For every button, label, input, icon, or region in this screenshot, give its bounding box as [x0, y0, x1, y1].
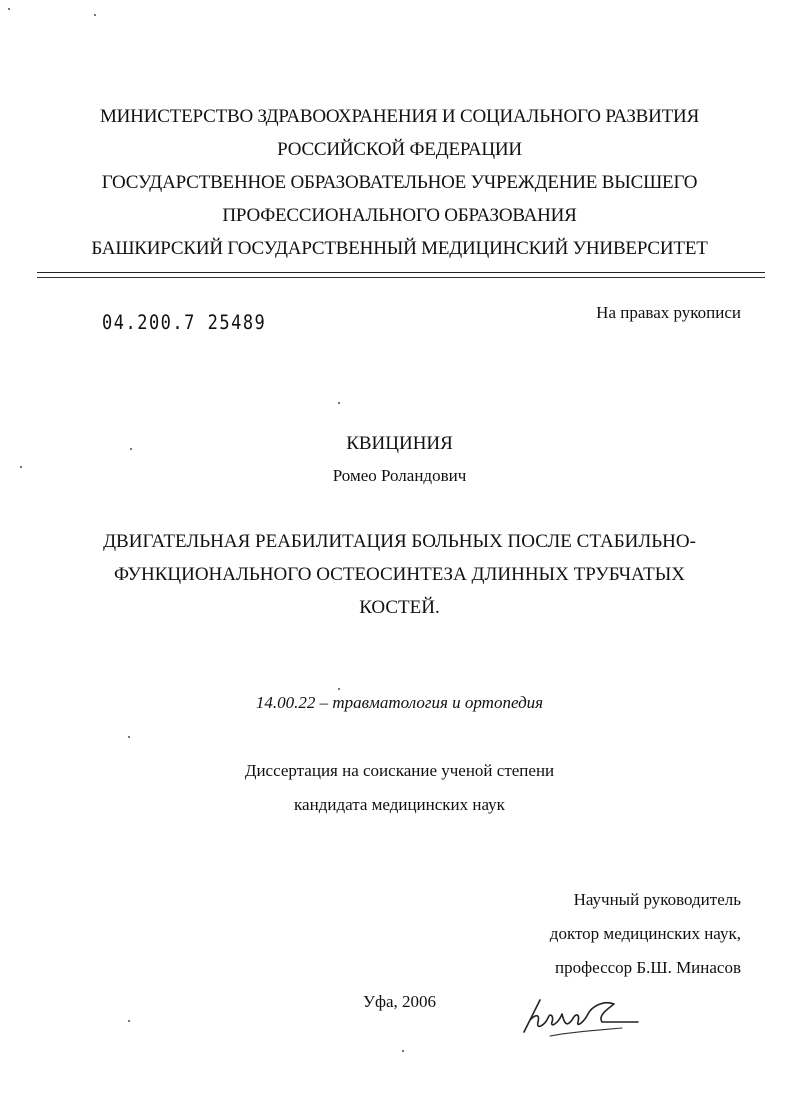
- institution-line-1: ГОСУДАРСТВЕННОЕ ОБРАЗОВАТЕЛЬНОЕ УЧРЕЖДЕНИЕ ВЫСШЕГО: [101, 172, 698, 193]
- place-and-year: Уфа, 2006: [362, 992, 437, 1011]
- ministry-line-1: МИНИСТЕРСТВО ЗДРАВООХРАНЕНИЯ И СОЦИАЛЬНОГО РАЗВИТИЯ: [99, 106, 700, 127]
- thesis-title-line-3: КОСТЕЙ.: [359, 597, 440, 618]
- dissertation-line-2: кандидата медицинских наук: [294, 795, 505, 814]
- scan-speck: [130, 448, 132, 450]
- scan-speck: [338, 688, 340, 690]
- author-given-names: Ромео Роландович: [332, 466, 467, 485]
- supervisor-role: Научный руководитель: [573, 890, 741, 909]
- scan-speck: [128, 736, 130, 738]
- dissertation-line-1: Диссертация на соискание ученой степени: [244, 761, 555, 780]
- header-rule-bottom: [37, 277, 765, 278]
- thesis-title-line-1: ДВИГАТЕЛЬНАЯ РЕАБИЛИТАЦИЯ БОЛЬНЫХ ПОСЛЕ СТАБИЛЬНО-: [103, 531, 696, 552]
- scan-speck: [20, 466, 22, 468]
- scan-speck: [94, 14, 96, 16]
- handwritten-signature: [510, 992, 645, 1047]
- scan-speck: [8, 8, 10, 10]
- ministry-line-2: РОССИЙСКОЙ ФЕДЕРАЦИИ: [277, 139, 522, 160]
- rights-note: На правах рукописи: [596, 303, 741, 322]
- thesis-title-line-2: ФУНКЦИОНАЛЬНОГО ОСТЕОСИНТЕЗА ДЛИННЫХ ТРУБЧАТЫХ: [113, 564, 686, 585]
- specialty-code: 14.00.22 – травматология и ортопедия: [255, 693, 544, 712]
- scan-speck: [338, 402, 340, 404]
- institution-line-2: ПРОФЕССИОНАЛЬНОГО ОБРАЗОВАНИЯ: [222, 205, 577, 226]
- university-name: БАШКИРСКИЙ ГОСУДАРСТВЕННЫЙ МЕДИЦИНСКИЙ УНИВЕРСИТЕТ: [91, 238, 708, 259]
- author-surname: КВИЦИНИЯ: [346, 433, 453, 454]
- supervisor-name: профессор Б.Ш. Минасов: [554, 958, 741, 977]
- scan-speck: [402, 1050, 404, 1052]
- supervisor-degree: доктор медицинских наук,: [549, 924, 741, 943]
- scan-speck: [128, 1020, 130, 1022]
- registration-stamp: 04.200.7 25489: [102, 311, 267, 335]
- header-rule-top: [37, 272, 765, 273]
